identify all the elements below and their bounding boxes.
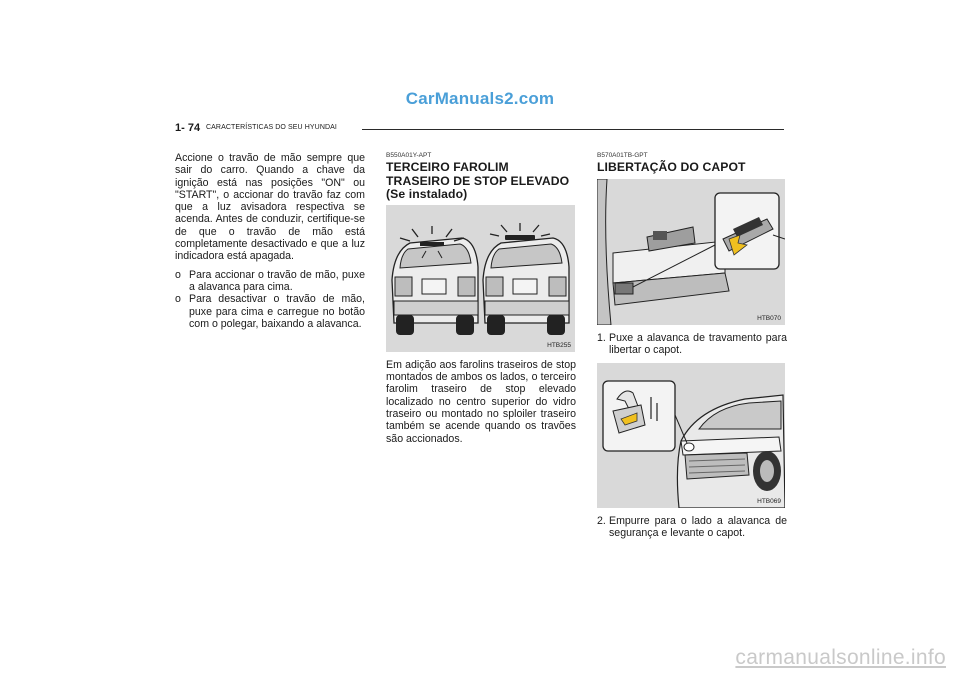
column-hood-release [597, 152, 787, 547]
parking-brake-paragraph: Accione o travão de mão sempre que sair do carro. Quando a chave da ignição está nas posições "ON" ou "START", o accionar do travão faz com que a luz avisadora respectiva se acenda. Antes de conduzir, certifique-se de que o travão de mão está completamente desactivado e que a luz indicadora está apagada. [175, 152, 365, 263]
column-third-brake-light [386, 152, 576, 451]
bullet-item [175, 293, 365, 330]
page-number: 1- 74 [175, 122, 201, 134]
section-code: B550A01Y-APT [386, 152, 432, 159]
hood-lever-illustration [597, 179, 785, 325]
heading-line: (Se instalado) [386, 187, 468, 202]
heading-line: TERCEIRO FAROLIM [386, 160, 509, 174]
site-link[interactable]: CarManuals2.com [405, 89, 555, 108]
step-number: 1. [597, 331, 606, 344]
section-code: B570A01TB-GPT [597, 152, 648, 159]
column-parking-brake [175, 152, 365, 330]
figure-label: HTB070 [757, 314, 781, 322]
heading-line: TRASEIRO DE STOP ELEVADO [386, 173, 570, 188]
rear-car-illustration [386, 205, 575, 352]
step-2 [597, 515, 787, 540]
bullet-mark: o [175, 268, 181, 281]
brake-light-paragraph: Em adição aos farolins traseiros de stop montados de ambos os lados, o terceiro farolim traseiro de stop elevado localizado no centro superior do vidro traseiro ou montado no sploiler traseiro também se acende quando os travões são accionados. [386, 358, 576, 445]
step-1 [597, 332, 787, 357]
bullet-text: Para desactivar o travão de mão, puxe para cima e carregue no botão com o polegar, baixando a alavanca. [189, 293, 365, 330]
section-heading: LIBERTAÇÃO DO CAPOT [597, 160, 746, 174]
bullet-text: Para accionar o travão de mão, puxe a alavanca para cima. [189, 268, 365, 293]
figure-hood-latch [597, 363, 785, 508]
bullet-mark: o [175, 293, 181, 306]
step-text: Puxe a alavanca de travamento para libertar o capot. [609, 331, 787, 356]
step-text: Empurre para o lado a alavanca de segurança e levante o capot. [609, 515, 787, 540]
header-rule [362, 129, 784, 130]
chapter-title: CARACTERÍSTICAS DO SEU HYUNDAI [206, 124, 337, 131]
hood-latch-illustration [597, 363, 785, 508]
step-number: 2. [597, 515, 606, 528]
bullet-item [175, 269, 365, 294]
watermark-link[interactable]: carmanualsonline.info [735, 646, 946, 669]
figure-hood-lever [597, 179, 785, 325]
figure-brake-light [386, 205, 575, 352]
figure-label: HTB069 [757, 498, 781, 506]
section-heading [386, 161, 576, 202]
figure-label: HTB255 [547, 341, 571, 349]
